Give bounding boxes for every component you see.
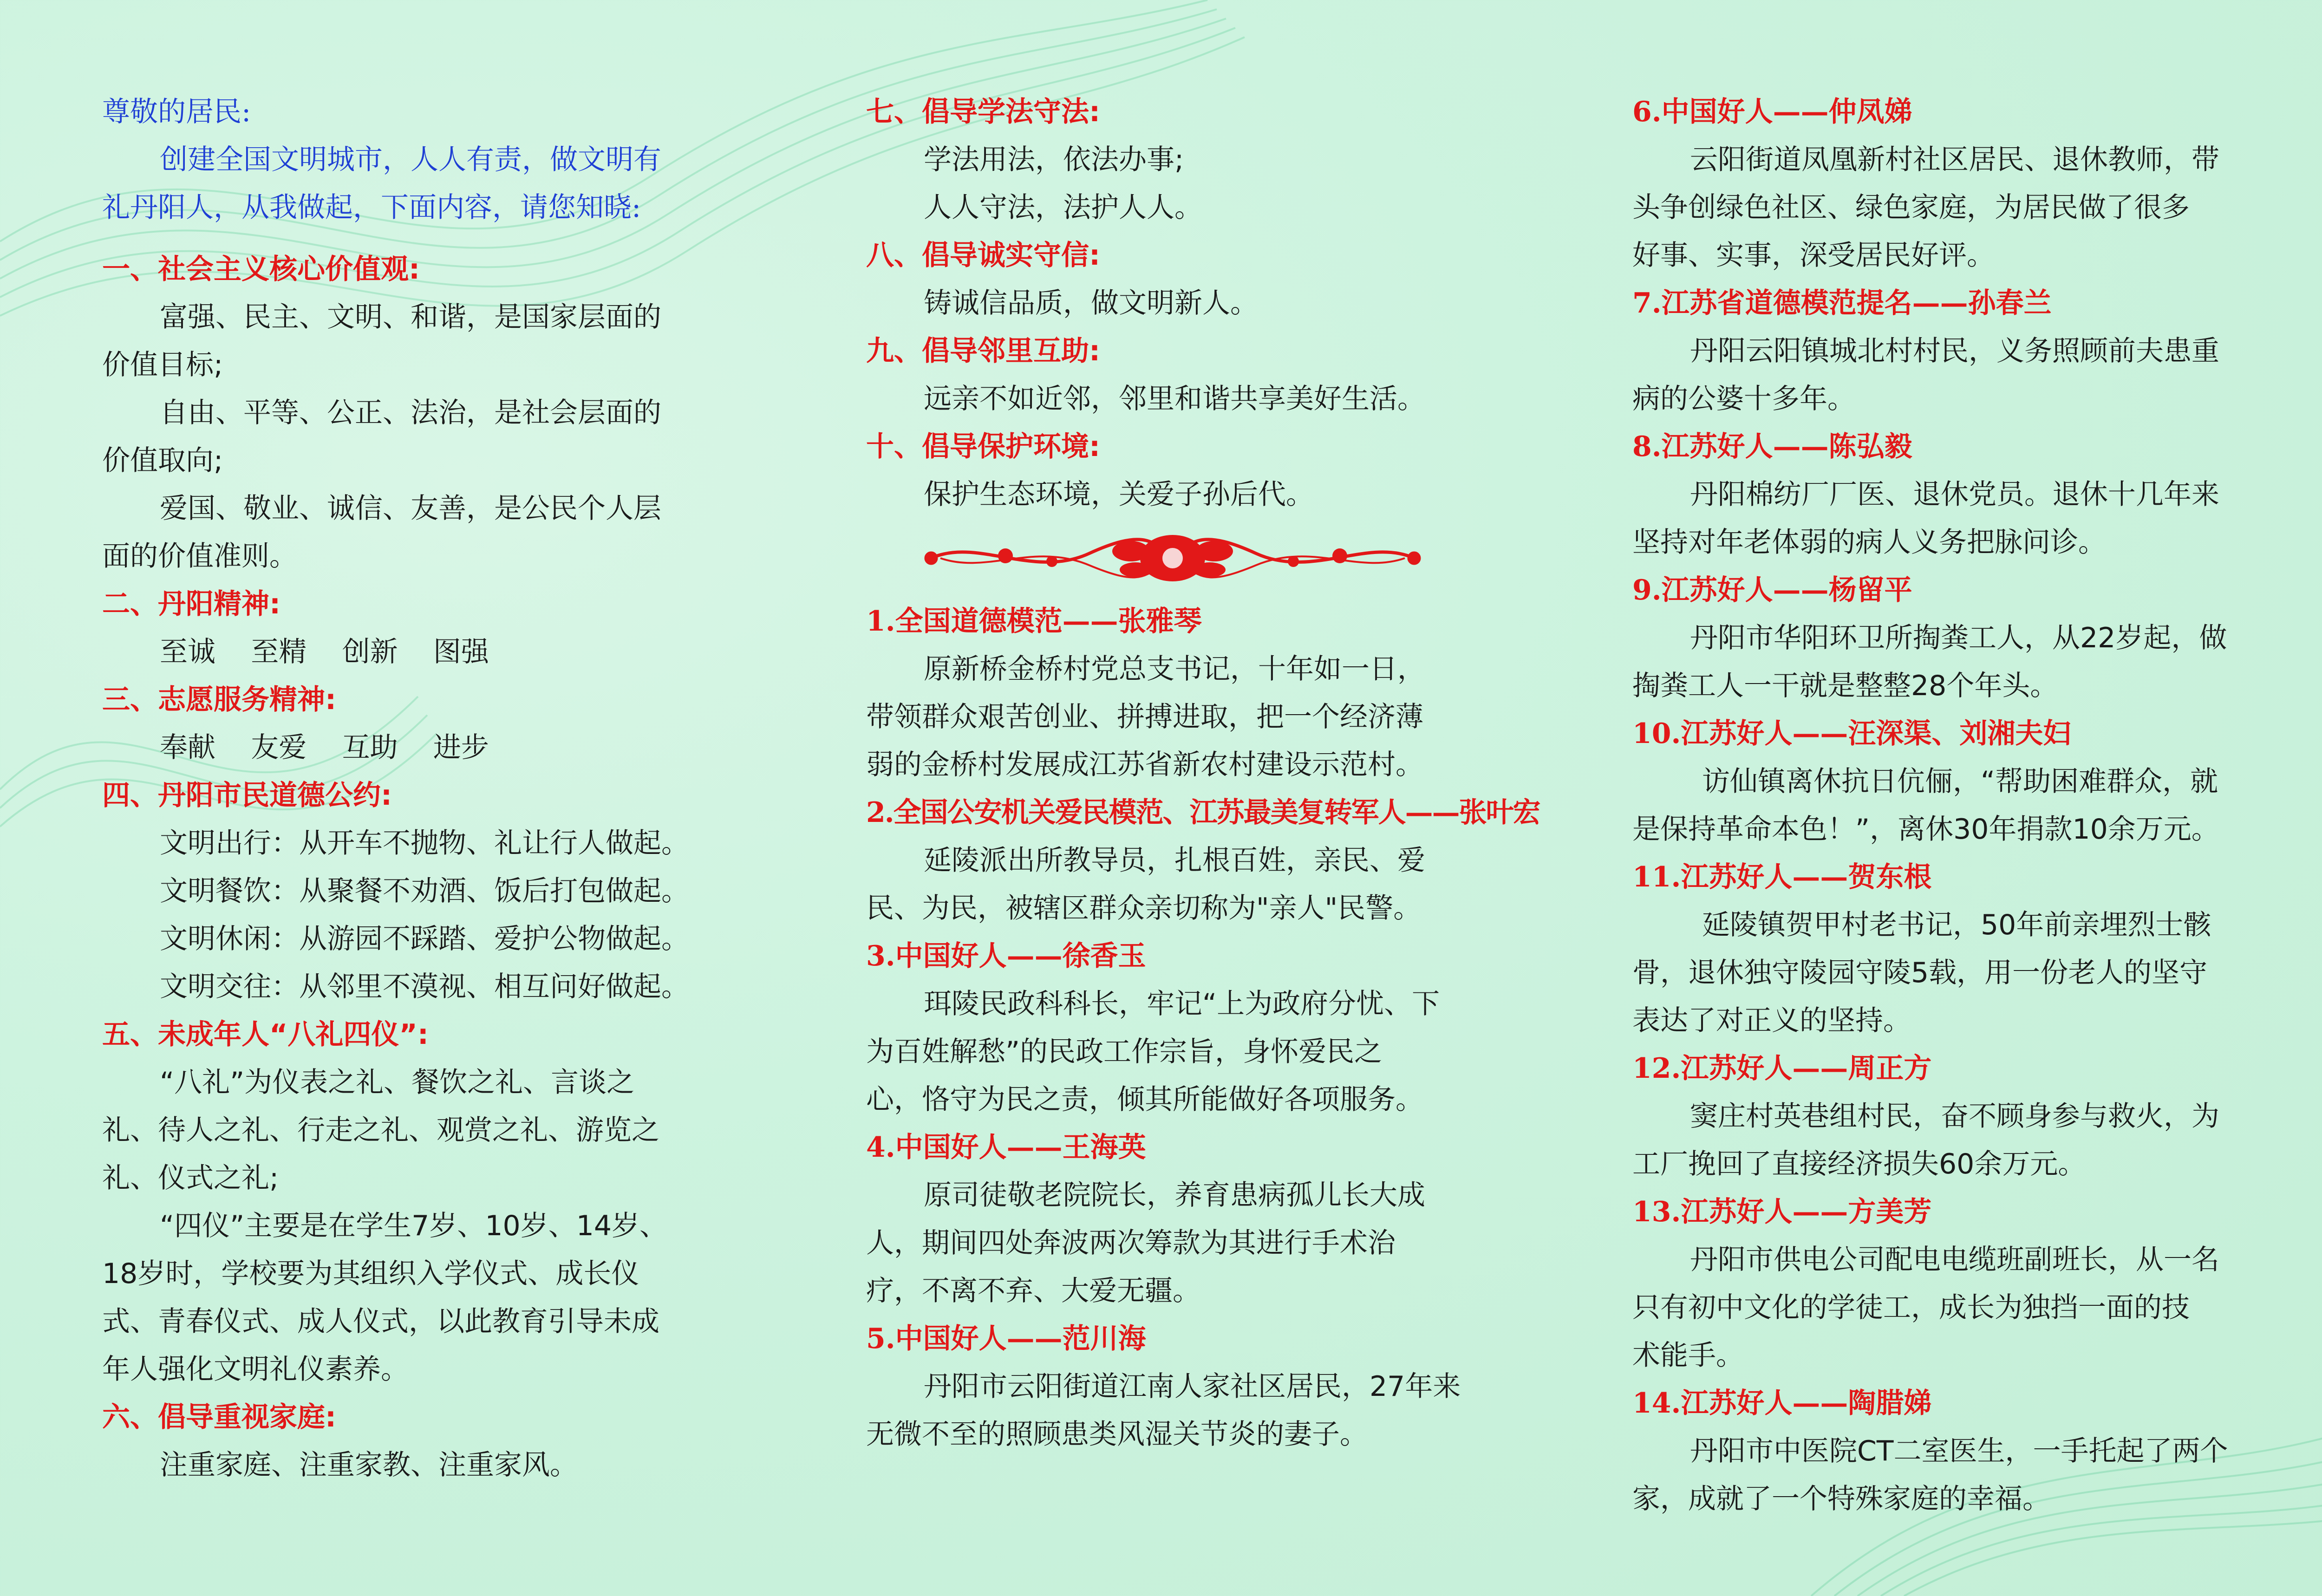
body-line: 注重家庭、注重家教、注重家风。 [160, 1449, 578, 1481]
body-line: 珥陵民政科科长，牢记“上为政府分忧、下 [924, 988, 1440, 1020]
body-line: 延陵镇贺甲村老书记，50年前亲埋烈士骸 [1702, 909, 2211, 941]
section-heading: 九、倡导邻里互助: [866, 335, 1100, 367]
body-line: 礼、待人之礼、行走之礼、观赏之礼、游览之 [102, 1114, 659, 1147]
body-line: 好事、实事，深受居民好评。 [1632, 239, 1995, 272]
body-line: 文明交往：从邻里不漠视、相互问好做起。 [160, 971, 689, 1003]
body-line: 只有初中文化的学徒工，成长为独挡一面的技 [1632, 1291, 2190, 1324]
section-heading: 八、倡导诚实守信: [866, 239, 1100, 272]
section-heading: 四、丹阳市民道德公约: [102, 779, 392, 812]
intro-line: 礼丹阳人，从我做起，下面内容，请您知晓: [102, 191, 641, 224]
model-title: 5.中国好人——范川海 [866, 1322, 1146, 1355]
body-line: 爱国、敬业、诚信、友善，是公民个人层 [160, 492, 661, 525]
body-line: 疗，不离不弃、大爱无疆。 [866, 1275, 1200, 1307]
body-line: 带领群众艰苦创业、拼搏进取，把一个经济薄 [866, 701, 1423, 733]
section-heading: 五、未成年人“八礼四仪”: [102, 1018, 429, 1051]
body-line: 年人强化文明礼仪素养。 [102, 1353, 409, 1386]
body-line: 头争创绿色社区、绿色家庭，为居民做了很多 [1632, 191, 2190, 224]
body-line: 心，恪守为民之责，倾其所能做好各项服务。 [866, 1083, 1423, 1116]
section-heading: 七、倡导学法守法: [866, 96, 1100, 128]
section-heading: 二、丹阳精神: [102, 588, 280, 620]
body-line: 铸诚信品质，做文明新人。 [924, 287, 1258, 319]
body-line: 面的价值准则。 [102, 540, 297, 573]
body-line: 术能手。 [1632, 1339, 1744, 1372]
body-line: 民、为民，被辖区群众亲切称为"亲人"民警。 [866, 892, 1422, 925]
body-line: 人，期间四处奔波两次筹款为其进行手术治 [866, 1227, 1396, 1259]
section-heading: 十、倡导保护环境: [866, 430, 1100, 463]
body-line: 坚持对年老体弱的病人义务把脉问诊。 [1632, 526, 2106, 559]
section-heading: 六、倡导重视家庭: [102, 1401, 336, 1433]
floral-divider-ornament [866, 519, 1479, 598]
body-line: 学法用法，依法办事; [924, 143, 1184, 176]
body-line: 工厂挽回了直接经济损失60余万元。 [1632, 1148, 2086, 1180]
body-line: 云阳街道凤凰新村社区居民、退休教师，带 [1690, 143, 2219, 176]
panel-3 [1632, 88, 2250, 1523]
model-title: 14.江苏好人——陶腊娣 [1632, 1387, 1932, 1420]
body-line: 文明出行：从开车不抛物、礼让行人做起。 [160, 827, 689, 860]
body-line: 为百姓解愁”的民政工作宗旨，身怀爱民之 [866, 1036, 1383, 1068]
body-line: 礼、仪式之礼; [102, 1162, 279, 1194]
panel-2 [866, 88, 1540, 1459]
body-line: 文明休闲：从游园不踩踏、爱护公物做起。 [160, 923, 689, 955]
body-line: 人人守法，法护人人。 [924, 191, 1202, 224]
body-line: “四仪”主要是在学生7岁、10岁、14岁、 [160, 1210, 668, 1242]
body-line: 价值取向; [102, 444, 223, 477]
body-line: 延陵派出所教导员，扎根百姓，亲民、爱 [924, 844, 1425, 877]
body-line: 式、青春仪式、成人仪式，以此教育引导未成 [102, 1305, 659, 1338]
body-line: 丹阳市云阳街道江南人家社区居民，27年来 [924, 1370, 1461, 1403]
body-line: 访仙镇离休抗日伉俪，“帮助困难群众，就 [1702, 765, 2218, 798]
model-title: 6.中国好人——仲凤娣 [1632, 96, 1912, 128]
model-title: 2.全国公安机关爱民模范、江苏最美复转军人——张叶宏 [866, 796, 1540, 829]
body-line: 病的公婆十多年。 [1632, 383, 1855, 415]
model-title: 13.江苏好人——方美芳 [1632, 1196, 1932, 1228]
body-line: 至诚 至精 创新 图强 [160, 636, 489, 668]
body-line: 弱的金桥村发展成江苏省新农村建设示范村。 [866, 749, 1423, 781]
body-line: 奉献 友爱 互助 进步 [160, 731, 489, 764]
model-title: 11.江苏好人——贺东根 [1632, 861, 1932, 893]
body-line: 窦庄村英巷组村民，奋不顾身参与救火，为 [1690, 1100, 2219, 1133]
model-title: 7.江苏省道德模范提名——孙春兰 [1632, 287, 2052, 319]
model-title: 8.江苏好人——陈弘毅 [1632, 430, 1912, 463]
body-line: 保护生态环境，关爱子孙后代。 [924, 478, 1314, 511]
body-line: 自由、平等、公正、法治，是社会层面的 [160, 397, 661, 429]
body-line: 18岁时，学校要为其组织入学仪式、成长仪 [102, 1257, 639, 1290]
body-line: 表达了对正义的坚持。 [1632, 1004, 1911, 1037]
model-title: 10.江苏好人——汪深渠、刘湘夫妇 [1632, 717, 2071, 750]
model-title: 1.全国道德模范——张雅琴 [866, 605, 1202, 638]
body-line: 丹阳市中医院CT二室医生，一手托起了两个 [1690, 1435, 2228, 1467]
body-line: 丹阳市供电公司配电电缆班副班长，从一名 [1690, 1244, 2219, 1276]
body-line: 远亲不如近邻，邻里和谐共享美好生活。 [924, 383, 1425, 415]
model-title: 3.中国好人——徐香玉 [866, 940, 1146, 972]
body-line: 丹阳棉纺厂厂医、退休党员。退休十几年来 [1690, 478, 2219, 511]
body-line: 原司徒敬老院院长，养育患病孤儿长大成 [924, 1179, 1425, 1212]
body-line: 原新桥金桥村党总支书记，十年如一日， [924, 653, 1425, 685]
section-heading: 一、社会主义核心价值观: [102, 253, 420, 286]
body-line: 丹阳市华阳环卫所掏粪工人，从22岁起，做 [1690, 622, 2227, 654]
body-line: “八礼”为仪表之礼、餐饮之礼、言谈之 [160, 1066, 635, 1099]
body-line: 文明餐饮：从聚餐不劝酒、饭后打包做起。 [160, 875, 689, 907]
body-line: 家，成就了一个特殊家庭的幸福。 [1632, 1483, 2050, 1515]
intro-line: 创建全国文明城市，人人有责，做文明有 [160, 143, 661, 176]
panel-1 [102, 88, 706, 1489]
body-line: 价值目标; [102, 349, 223, 381]
body-line: 骨，退休独守陵园守陵5载，用一份老人的坚守 [1632, 957, 2208, 989]
model-title: 9.江苏好人——杨留平 [1632, 574, 1912, 606]
greeting: 尊敬的居民: [102, 96, 251, 128]
model-title: 4.中国好人——王海英 [866, 1131, 1146, 1164]
body-line: 掏粪工人一干就是整整28个年头。 [1632, 670, 2058, 702]
body-line: 是保持革命本色！”，离休30年捐款10余万元。 [1632, 813, 2219, 846]
section-heading: 三、志愿服务精神: [102, 684, 336, 716]
body-line: 丹阳云阳镇城北村村民，义务照顾前夫患重 [1690, 335, 2219, 367]
body-line: 富强、民主、文明、和谐，是国家层面的 [160, 301, 661, 333]
body-line: 无微不至的照顾患类风湿关节炎的妻子。 [866, 1418, 1368, 1451]
model-title: 12.江苏好人——周正方 [1632, 1052, 1932, 1085]
